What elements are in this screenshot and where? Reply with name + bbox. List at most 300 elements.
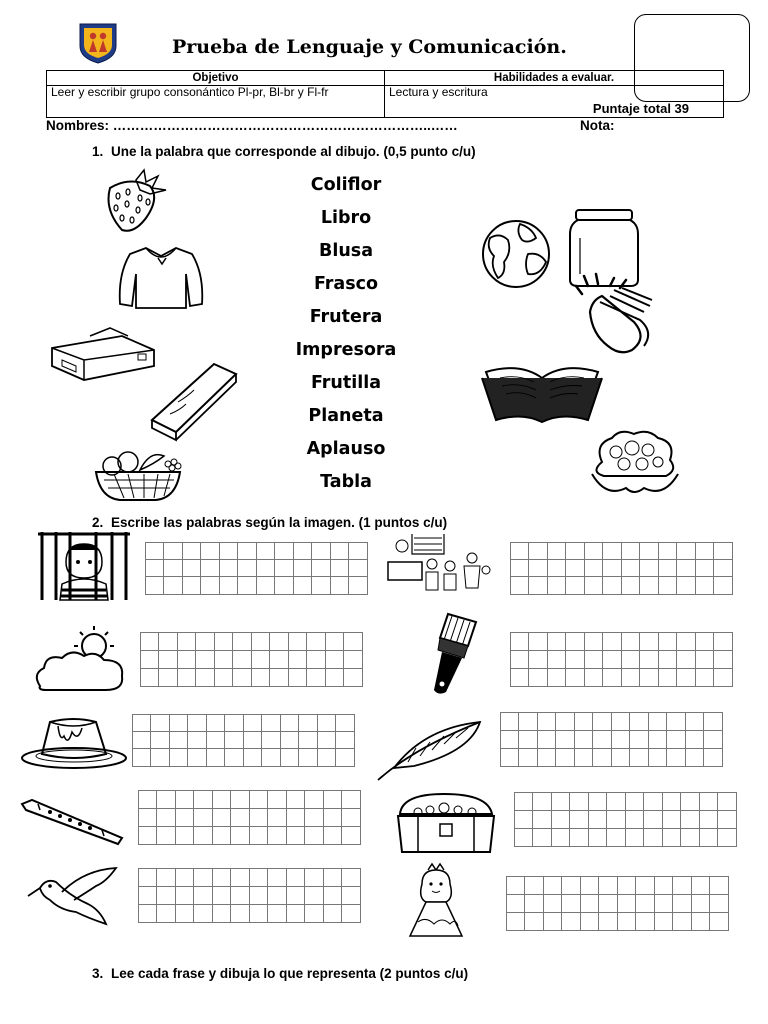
grid-cell[interactable] [286,886,306,905]
grid-cell[interactable] [528,559,548,577]
grid-cell[interactable] [580,912,600,931]
writing-grid[interactable] [506,876,728,930]
grid-cell[interactable] [348,576,368,594]
grid-cell[interactable] [574,730,594,749]
grid-cell[interactable] [317,714,337,732]
cauliflower-icon[interactable] [586,428,684,498]
grid-cell[interactable] [193,826,213,845]
word-item[interactable]: Planeta [308,406,384,426]
grid-cell[interactable] [187,748,207,766]
grid-cell[interactable] [261,731,281,749]
writing-grid[interactable] [510,632,732,686]
writing-grid[interactable] [500,712,722,766]
grid-cell[interactable] [695,668,715,687]
grid-cell[interactable] [584,632,604,651]
grid-cell[interactable] [317,748,337,766]
grid-cell[interactable] [543,894,563,913]
grid-cell[interactable] [280,748,300,766]
grid-cell[interactable] [518,712,538,731]
grid-cell[interactable] [251,650,271,669]
grid-cell[interactable] [323,790,343,809]
grid-cell[interactable] [514,792,534,811]
grid-cell[interactable] [293,576,313,594]
grid-cell[interactable] [662,828,682,847]
grid-cell[interactable] [569,810,589,829]
grid-cell[interactable] [680,792,700,811]
grid-cell[interactable] [639,576,659,594]
printer-icon[interactable] [46,326,158,382]
grid-cell[interactable] [666,712,686,731]
grid-cell[interactable] [267,790,287,809]
strawberry-icon[interactable] [100,170,170,234]
grid-cell[interactable] [323,808,343,827]
grid-cell[interactable] [695,650,715,669]
grid-cell[interactable] [304,826,324,845]
grid-cell[interactable] [158,632,178,651]
grid-cell[interactable] [506,912,526,931]
grid-cell[interactable] [658,576,678,594]
grid-cell[interactable] [195,632,215,651]
grid-cell[interactable] [187,731,207,749]
grid-cell[interactable] [219,576,239,594]
grid-cell[interactable] [602,542,622,560]
grid-cell[interactable] [237,542,257,560]
grid-cell[interactable] [648,730,668,749]
grid-cell[interactable] [212,826,232,845]
cloud-sun-icon[interactable] [32,624,128,696]
grid-cell[interactable] [177,650,197,669]
flute-icon[interactable] [18,798,126,846]
grid-cell[interactable] [286,790,306,809]
word-item[interactable]: Coliflor [310,175,382,195]
grid-cell[interactable] [621,542,641,560]
grid-cell[interactable] [606,828,626,847]
grid-cell[interactable] [311,576,331,594]
grid-cell[interactable] [156,826,176,845]
grid-cell[interactable] [261,748,281,766]
grid-cell[interactable] [555,712,575,731]
grid-cell[interactable] [132,731,152,749]
grid-cell[interactable] [341,868,361,887]
grid-cell[interactable] [639,542,659,560]
grid-cell[interactable] [648,712,668,731]
grid-cell[interactable] [163,542,183,560]
grid-cell[interactable] [212,886,232,905]
grid-cell[interactable] [699,792,719,811]
word-item[interactable]: Tabla [320,472,372,492]
grid-cell[interactable] [543,912,563,931]
grid-cell[interactable] [598,876,618,895]
grid-cell[interactable] [145,559,165,577]
grid-cell[interactable] [304,808,324,827]
grid-cell[interactable] [175,886,195,905]
grid-cell[interactable] [518,748,538,767]
grid-cell[interactable] [685,748,705,767]
grid-cell[interactable] [256,576,276,594]
grid-cell[interactable] [551,828,571,847]
grid-cell[interactable] [555,730,575,749]
grid-cell[interactable] [212,868,232,887]
grid-cell[interactable] [547,576,567,594]
grid-cell[interactable] [169,748,189,766]
grid-cell[interactable] [323,904,343,923]
grid-cell[interactable] [691,894,711,913]
clapping-hands-icon[interactable] [570,272,662,356]
grid-cell[interactable] [588,810,608,829]
grid-cell[interactable] [325,650,345,669]
grid-cell[interactable] [510,559,530,577]
grid-cell[interactable] [156,904,176,923]
grid-cell[interactable] [187,714,207,732]
grid-cell[interactable] [288,650,308,669]
grid-cell[interactable] [330,576,350,594]
grid-cell[interactable] [551,792,571,811]
grid-cell[interactable] [510,576,530,594]
grid-cell[interactable] [214,632,234,651]
prisoner-icon[interactable] [38,532,130,600]
names-field[interactable]: Nombres: ……………………………………………………………..…… [46,118,458,133]
word-item[interactable]: Libro [320,208,372,228]
grid-cell[interactable] [574,748,594,767]
grid-cell[interactable] [658,632,678,651]
grid-cell[interactable] [713,650,733,669]
grid-cell[interactable] [317,731,337,749]
grid-cell[interactable] [602,650,622,669]
grid-cell[interactable] [286,904,306,923]
grid-cell[interactable] [662,792,682,811]
grid-cell[interactable] [639,559,659,577]
grid-cell[interactable] [543,876,563,895]
grid-cell[interactable] [528,632,548,651]
grid-cell[interactable] [561,912,581,931]
grid-cell[interactable] [293,559,313,577]
grid-cell[interactable] [588,828,608,847]
grid-cell[interactable] [569,792,589,811]
grid-cell[interactable] [528,650,548,669]
writing-grid[interactable] [514,792,736,846]
grid-cell[interactable] [232,650,252,669]
grid-cell[interactable] [510,542,530,560]
grid-cell[interactable] [298,714,318,732]
grid-cell[interactable] [629,730,649,749]
grid-cell[interactable] [680,810,700,829]
grid-cell[interactable] [140,632,160,651]
grid-cell[interactable] [237,576,257,594]
grid-cell[interactable] [703,748,723,767]
grid-cell[interactable] [256,542,276,560]
grid-cell[interactable] [574,712,594,731]
grid-cell[interactable] [565,576,585,594]
feather-icon[interactable] [374,718,484,782]
grid-cell[interactable] [654,894,674,913]
grid-cell[interactable] [547,650,567,669]
grid-cell[interactable] [286,808,306,827]
grid-cell[interactable] [280,714,300,732]
grid-cell[interactable] [524,912,544,931]
grid-cell[interactable] [565,668,585,687]
grid-cell[interactable] [639,650,659,669]
grid-cell[interactable] [532,828,552,847]
grid-cell[interactable] [274,542,294,560]
grid-cell[interactable] [580,894,600,913]
grid-cell[interactable] [695,559,715,577]
grid-cell[interactable] [658,542,678,560]
grid-cell[interactable] [528,576,548,594]
grid-cell[interactable] [643,810,663,829]
grid-cell[interactable] [703,712,723,731]
grid-cell[interactable] [709,912,729,931]
grid-cell[interactable] [691,912,711,931]
word-item[interactable]: Blusa [318,241,374,261]
grid-cell[interactable] [561,876,581,895]
grid-cell[interactable] [537,730,557,749]
grid-cell[interactable] [565,650,585,669]
grid-cell[interactable] [169,714,189,732]
paintbrush-icon[interactable] [424,612,482,696]
grid-cell[interactable] [561,894,581,913]
fruit-basket-icon[interactable] [94,446,186,504]
grid-cell[interactable] [335,714,355,732]
grid-cell[interactable] [348,542,368,560]
grid-cell[interactable] [500,712,520,731]
word-item[interactable]: Frutera [309,307,383,327]
grid-cell[interactable] [709,894,729,913]
grid-cell[interactable] [325,632,345,651]
grid-cell[interactable] [500,730,520,749]
grid-cell[interactable] [230,790,250,809]
grid-cell[interactable] [598,894,618,913]
grid-cell[interactable] [237,559,257,577]
grid-cell[interactable] [249,886,269,905]
grid-cell[interactable] [193,868,213,887]
grid-cell[interactable] [304,790,324,809]
grid-cell[interactable] [177,632,197,651]
grid-cell[interactable] [251,632,271,651]
word-item[interactable]: Impresora [295,340,397,360]
grid-cell[interactable] [288,632,308,651]
grid-cell[interactable] [306,632,326,651]
grid-cell[interactable] [506,894,526,913]
grid-cell[interactable] [611,712,631,731]
grid-cell[interactable] [695,542,715,560]
grid-cell[interactable] [267,868,287,887]
grid-cell[interactable] [214,650,234,669]
grid-cell[interactable] [532,792,552,811]
grid-cell[interactable] [506,876,526,895]
grid-cell[interactable] [304,904,324,923]
grid-cell[interactable] [343,632,363,651]
grid-cell[interactable] [703,730,723,749]
grid-cell[interactable] [175,868,195,887]
grid-cell[interactable] [606,810,626,829]
grid-cell[interactable] [267,904,287,923]
grid-cell[interactable] [584,559,604,577]
grid-cell[interactable] [547,632,567,651]
grid-cell[interactable] [132,714,152,732]
writing-grid[interactable] [132,714,354,766]
grid-cell[interactable] [269,668,289,687]
grid-cell[interactable] [150,748,170,766]
grid-cell[interactable] [676,542,696,560]
grid-cell[interactable] [249,826,269,845]
planet-icon[interactable] [476,218,558,290]
grid-cell[interactable] [158,650,178,669]
grid-cell[interactable] [243,731,263,749]
grid-cell[interactable] [323,886,343,905]
grid-cell[interactable] [685,730,705,749]
grid-cell[interactable] [224,731,244,749]
grid-cell[interactable] [551,810,571,829]
library-icon[interactable] [388,532,494,594]
grid-cell[interactable] [311,542,331,560]
grid-cell[interactable] [175,790,195,809]
grid-cell[interactable] [193,790,213,809]
grid-cell[interactable] [621,668,641,687]
grid-cell[interactable] [175,904,195,923]
grid-cell[interactable] [676,559,696,577]
grid-cell[interactable] [666,730,686,749]
grid-cell[interactable] [156,868,176,887]
grid-cell[interactable] [658,559,678,577]
word-item[interactable]: Frutilla [310,373,382,393]
grid-cell[interactable] [249,790,269,809]
grid-cell[interactable] [330,542,350,560]
bird-icon[interactable] [26,866,120,932]
grid-cell[interactable] [547,559,567,577]
grid-cell[interactable] [230,868,250,887]
grid-cell[interactable] [510,632,530,651]
grid-cell[interactable] [699,810,719,829]
grid-cell[interactable] [528,668,548,687]
grid-cell[interactable] [528,542,548,560]
grid-cell[interactable] [537,712,557,731]
grid-cell[interactable] [672,894,692,913]
grid-cell[interactable] [267,808,287,827]
grid-cell[interactable] [658,668,678,687]
grid-cell[interactable] [685,712,705,731]
grid-cell[interactable] [182,559,202,577]
grid-cell[interactable] [156,790,176,809]
grid-cell[interactable] [341,886,361,905]
grid-cell[interactable] [524,876,544,895]
grid-cell[interactable] [676,632,696,651]
grid-cell[interactable] [713,668,733,687]
grid-cell[interactable] [267,886,287,905]
grid-cell[interactable] [140,650,160,669]
grid-cell[interactable] [156,808,176,827]
grid-cell[interactable] [304,886,324,905]
grid-cell[interactable] [514,810,534,829]
grid-cell[interactable] [602,559,622,577]
grid-cell[interactable] [621,576,641,594]
grid-cell[interactable] [709,876,729,895]
grid-cell[interactable] [643,828,663,847]
grid-cell[interactable] [150,714,170,732]
grid-cell[interactable] [206,748,226,766]
grid-cell[interactable] [274,559,294,577]
grid-cell[interactable] [269,632,289,651]
grid-cell[interactable] [676,650,696,669]
grid-cell[interactable] [625,792,645,811]
grid-cell[interactable] [224,714,244,732]
grid-cell[interactable] [592,712,612,731]
grid-cell[interactable] [249,904,269,923]
grid-cell[interactable] [140,668,160,687]
grid-cell[interactable] [132,748,152,766]
grid-cell[interactable] [261,714,281,732]
grid-cell[interactable] [230,826,250,845]
grid-cell[interactable] [341,790,361,809]
grid-cell[interactable] [635,912,655,931]
grid-cell[interactable] [158,668,178,687]
grid-cell[interactable] [580,876,600,895]
grid-cell[interactable] [200,559,220,577]
grid-cell[interactable] [713,632,733,651]
grid-cell[interactable] [219,559,239,577]
grid-cell[interactable] [565,559,585,577]
grid-cell[interactable] [206,731,226,749]
grid-cell[interactable] [672,912,692,931]
grid-cell[interactable] [230,886,250,905]
grid-cell[interactable] [335,748,355,766]
grid-cell[interactable] [298,731,318,749]
grid-cell[interactable] [195,668,215,687]
grid-cell[interactable] [699,828,719,847]
grid-cell[interactable] [138,904,158,923]
grid-cell[interactable] [592,730,612,749]
writing-grid[interactable] [145,542,367,594]
grid-cell[interactable] [341,808,361,827]
grid-cell[interactable] [212,904,232,923]
grid-cell[interactable] [156,886,176,905]
grid-cell[interactable] [717,792,737,811]
grid-cell[interactable] [267,826,287,845]
grid-cell[interactable] [514,828,534,847]
grid-cell[interactable] [335,731,355,749]
grid-cell[interactable] [177,668,197,687]
grid-cell[interactable] [695,576,715,594]
grid-cell[interactable] [323,868,343,887]
grid-cell[interactable] [611,730,631,749]
grid-cell[interactable] [293,542,313,560]
grid-cell[interactable] [230,808,250,827]
grid-cell[interactable] [145,542,165,560]
grid-cell[interactable] [138,868,158,887]
grid-cell[interactable] [639,632,659,651]
flan-icon[interactable] [18,716,128,772]
grid-cell[interactable] [232,668,252,687]
grid-cell[interactable] [625,828,645,847]
grid-cell[interactable] [639,668,659,687]
grid-cell[interactable] [138,808,158,827]
grid-cell[interactable] [662,810,682,829]
wooden-board-icon[interactable] [148,360,240,444]
grid-cell[interactable] [298,748,318,766]
grid-cell[interactable] [654,912,674,931]
grid-cell[interactable] [343,650,363,669]
grid-cell[interactable] [635,876,655,895]
writing-grid[interactable] [138,790,360,844]
grid-cell[interactable] [602,668,622,687]
word-item[interactable]: Aplauso [306,439,386,459]
grid-cell[interactable] [680,828,700,847]
grid-cell[interactable] [150,731,170,749]
grid-cell[interactable] [269,650,289,669]
grid-cell[interactable] [306,668,326,687]
blouse-icon[interactable] [116,244,206,312]
grid-cell[interactable] [547,668,567,687]
grid-cell[interactable] [286,868,306,887]
